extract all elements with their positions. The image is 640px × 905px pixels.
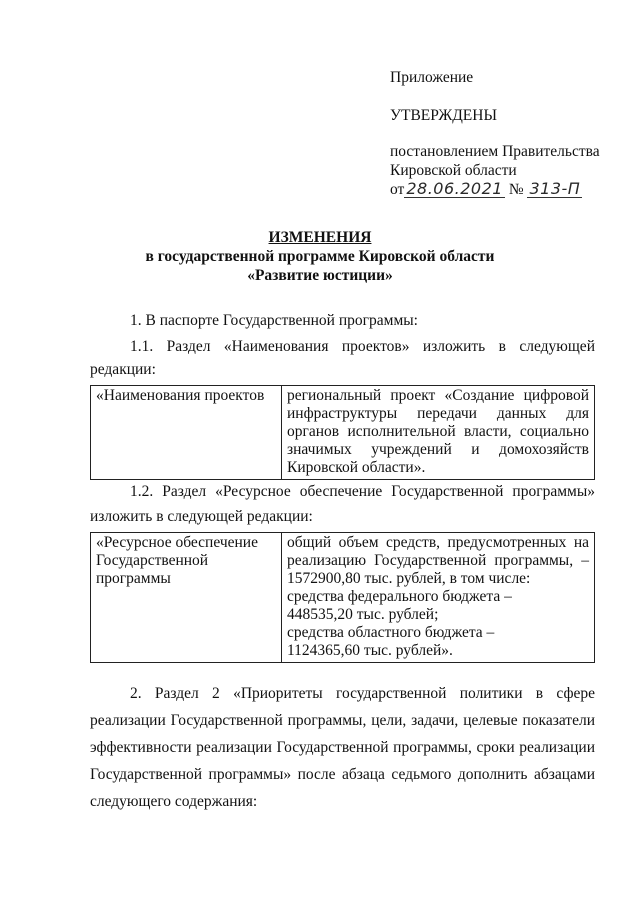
document-title [0, 228, 640, 285]
handwritten-number: 313-П [529, 179, 581, 198]
table-row [91, 386, 595, 480]
item-1-1-continuation: редакции: [90, 361, 156, 378]
table-cell-value: региональный проект «Создание цифровой инфраструктуры передачи данных для органов исполнительной власти, социально значимых учреждений и домохозяйств Кировской области». [282, 386, 595, 480]
item-1-2: 1.2. Раздел «Ресурсное обеспечение Государственной программы» [130, 483, 595, 500]
federal-budget-amount: 448535,20 тыс. рублей; [287, 606, 439, 623]
federal-budget-label: средства федерального бюджета – [287, 588, 512, 605]
decree-line-2: Кировской области [390, 162, 517, 179]
approved-label: УТВЕРЖДЕНЫ [390, 107, 497, 124]
total-funding-text: общий объем средств, предусмотренных на реализацию Государственной программы, – 1572900,80 тыс. рублей, в том числе: [287, 534, 589, 587]
table-cell-label: «Ресурсное обеспечение Государственной программы [91, 533, 282, 663]
names-of-projects-table [90, 385, 595, 480]
table-cell-label: «Наименования проектов [91, 386, 282, 480]
section-1-heading: 1. В паспорте Государственной программы: [130, 312, 418, 329]
table-cell-value [282, 533, 595, 663]
number-prefix: № [508, 181, 524, 198]
section-2-text: 2. Раздел 2 «Приоритеты государственной политики в сфере реализации Государственной программы, цели, задачи, целевые показатели эффективности реализации Государственной программы, сроки реализации Государственной программы» после абзаца седьмого дополнить абзацами следующего содержания: [90, 685, 595, 810]
regional-budget-label: средства областного бюджета – [287, 624, 495, 641]
approval-stamp [390, 68, 620, 199]
table-row [91, 533, 595, 663]
item-1-1: 1.1. Раздел «Наименования проектов» изложить в следующей [130, 338, 595, 355]
section-2-paragraph [90, 680, 595, 815]
title-main: ИЗМЕНЕНИЯ [268, 229, 372, 246]
regional-budget-amount: 1124365,60 тыс. рублей». [287, 642, 453, 659]
decree-line-1: постановлением Правительства [390, 143, 600, 160]
resource-provision-table [90, 532, 595, 663]
appendix-label: Приложение [390, 69, 474, 86]
from-prefix: от [390, 181, 405, 198]
title-line-3: «Развитие юстиции» [247, 267, 393, 284]
handwritten-date: 28.06.2021 [406, 179, 503, 198]
item-1-2-continuation: изложить в следующей редакции: [90, 508, 313, 525]
decree-date-number [390, 180, 620, 199]
title-line-2: в государственной программе Кировской области [145, 248, 495, 265]
